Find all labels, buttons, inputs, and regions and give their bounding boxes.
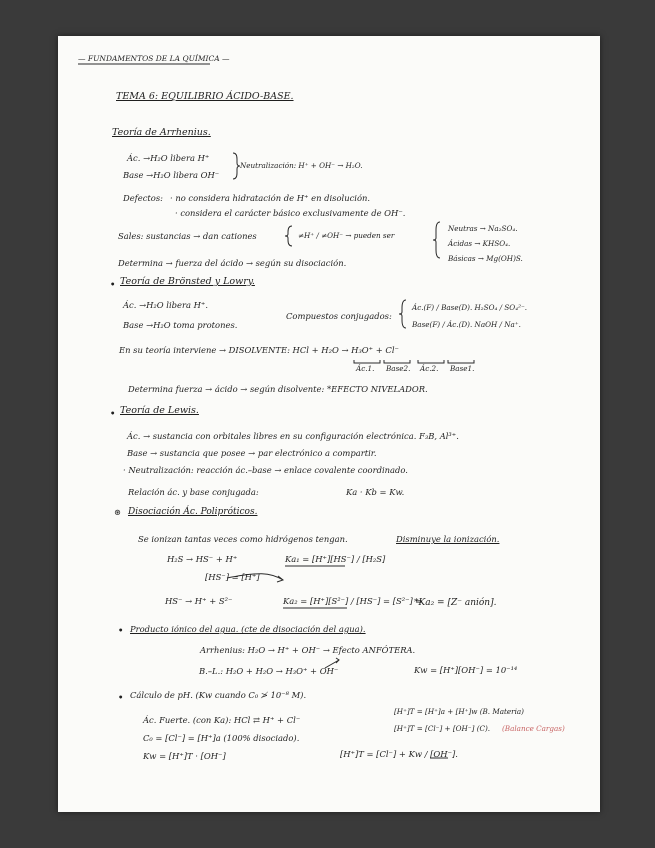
label-acid1: Ác.1. (356, 364, 375, 373)
conjugate-pair-1: Ác.(F) / Base(D). H₂SO₄ / SO₄²⁻. (412, 303, 528, 312)
bronsted-heading: Teoría de Brönsted y Lowry. (120, 276, 255, 287)
kw-expression: Kw = [H⁺][OH⁻] = 10⁻¹⁴ (414, 665, 518, 675)
salt-basic: Básicas → Mg(OH)S. (448, 254, 523, 263)
polyprotic-decrease: Disminuye la ionización. (396, 534, 500, 544)
strong-acid-line: Ác. Fuerte. (con Ka): HCl ⇄ H⁺ + Cl⁻ (143, 715, 301, 725)
label-base2: Base2. (386, 364, 411, 373)
ph-heading: Cálculo de pH. (Kw cuando C₀ ≯ 10⁻⁸ M). (130, 690, 307, 700)
course-header: — FUNDAMENTOS DE LA QUÍMICA — (78, 54, 230, 63)
bronsted-base: Base →H₂O toma protones. (123, 320, 238, 330)
arrhenius-neutralization: Neutralización: H⁺ + OH⁻ → H₂O. (240, 161, 363, 170)
ka-kb-kw: Ka · Kb = Kw. (346, 487, 405, 497)
label-acid2: Ác.2. (420, 364, 439, 373)
arrhenius-acid: Ác. →H₂O libera H⁺ (127, 153, 210, 163)
hs-equals-h: [HS⁻] = [H⁺] (205, 572, 260, 582)
hs-dissociation: HS⁻ → H⁺ + S²⁻ (165, 596, 233, 606)
salts-ions: ≠H⁺ / ≠OH⁻ → pueden ser (298, 231, 395, 240)
salts-label: Sales: sustancias → dan cationes (118, 231, 257, 241)
c0-expression: C₀ = [Cl⁻] = [H⁺]a (100% disociado). (143, 733, 300, 743)
arrhenius-heading: Teoría de Arrhenius. (112, 127, 211, 138)
arrhenius-base: Base →H₂O libera OH⁻ (123, 170, 220, 180)
kw-product: Kw = [H⁺]T · [OH⁻] (143, 751, 226, 761)
water-arrhenius: Arrhenius: H₂O → H⁺ + OH⁻ → Efecto ANFÓTERA. (200, 645, 416, 655)
bronsted-acid: Ác. →H₂O libera H⁺. (123, 300, 208, 310)
bronsted-strength: Determina fuerza → ácido → según disolvente: *EFECTO NIVELADOR. (128, 384, 428, 394)
defect-2: · considera el carácter básico exclusivamente de OH⁻. (175, 208, 406, 218)
polyprotic-heading: Disociación Ác. Polipróticos. (128, 507, 258, 517)
circled-bullet-icon: ⊛ (114, 507, 122, 517)
bullet-icon: • (110, 408, 116, 418)
lewis-neutralization: · Neutralización: reacción ác.–base → enlace covalente coordinado. (123, 465, 408, 475)
charge-balance: [H⁺]T = [Cl⁻] + [OH⁻] (C). (394, 724, 491, 733)
bullet-icon: • (118, 625, 124, 635)
lewis-heading: Teoría de Lewis. (120, 405, 199, 416)
bullet-icon: • (110, 279, 116, 289)
salt-acid: Ácidas → KHSO₄. (448, 239, 511, 248)
defect-1: · no considera hidratación de H⁺ en disolución. (170, 193, 371, 203)
water-bronsted: B.–L.: H₂O + H₂O → H₃O⁺ + OH⁻ (199, 666, 339, 676)
polyprotic-intro: Se ionizan tantas veces como hidrógenos tengan. (138, 534, 348, 544)
conjugates-label: Compuestos conjugados: (286, 311, 392, 321)
ka2-expression: Ka₂ = [H⁺][S²⁻] / [HS⁻] = [S²⁻] ⇒ (283, 596, 423, 606)
mass-balance: [H⁺]T = [H⁺]a + [H⁺]w (B. Materia) (394, 707, 524, 716)
h2s-dissociation: H₂S → HS⁻ + H⁺ (167, 554, 238, 564)
page-title: TEMA 6: EQUILIBRIO ÁCIDO-BASE. (116, 91, 294, 102)
ka1-expression: Ka₁ = [H⁺][HS⁻] / [H₂S] (285, 554, 386, 564)
solvent-line: En su teoría interviene → DISOLVENTE: HCl + H₂O → H₃O⁺ + Cl⁻ (119, 345, 399, 355)
charge-balance-note: (Balance Cargas) (502, 724, 565, 733)
conjugate-pair-2: Base(F) / Ác.(D). NaOH / Na⁺. (412, 320, 521, 329)
ka2-anion: *Ka₂ = [Z⁻ anión]. (414, 598, 497, 608)
lewis-base: Base → sustancia que posee → par electrónico a compartir. (127, 448, 377, 458)
lewis-relation: Relación ác. y base conjugada: (128, 487, 259, 497)
label-base1: Base1. (450, 364, 475, 373)
arrhenius-strength: Determina → fuerza del ácido → según su disociación. (118, 258, 347, 268)
defects-label: Defectos: (123, 193, 163, 203)
water-heading: Producto iónico del agua. (cte de disociación del agua). (130, 624, 366, 634)
bullet-icon: • (118, 692, 124, 702)
salt-neutral: Neutras → Na₂SO₄. (448, 224, 518, 233)
ph-final: [H⁺]T = [Cl⁻] + Kw / [OH⁻]. (340, 749, 458, 759)
lewis-acid: Ác. → sustancia con orbitales libres en su configuración electrónica. F₃B, Al³⁺. (127, 431, 459, 441)
